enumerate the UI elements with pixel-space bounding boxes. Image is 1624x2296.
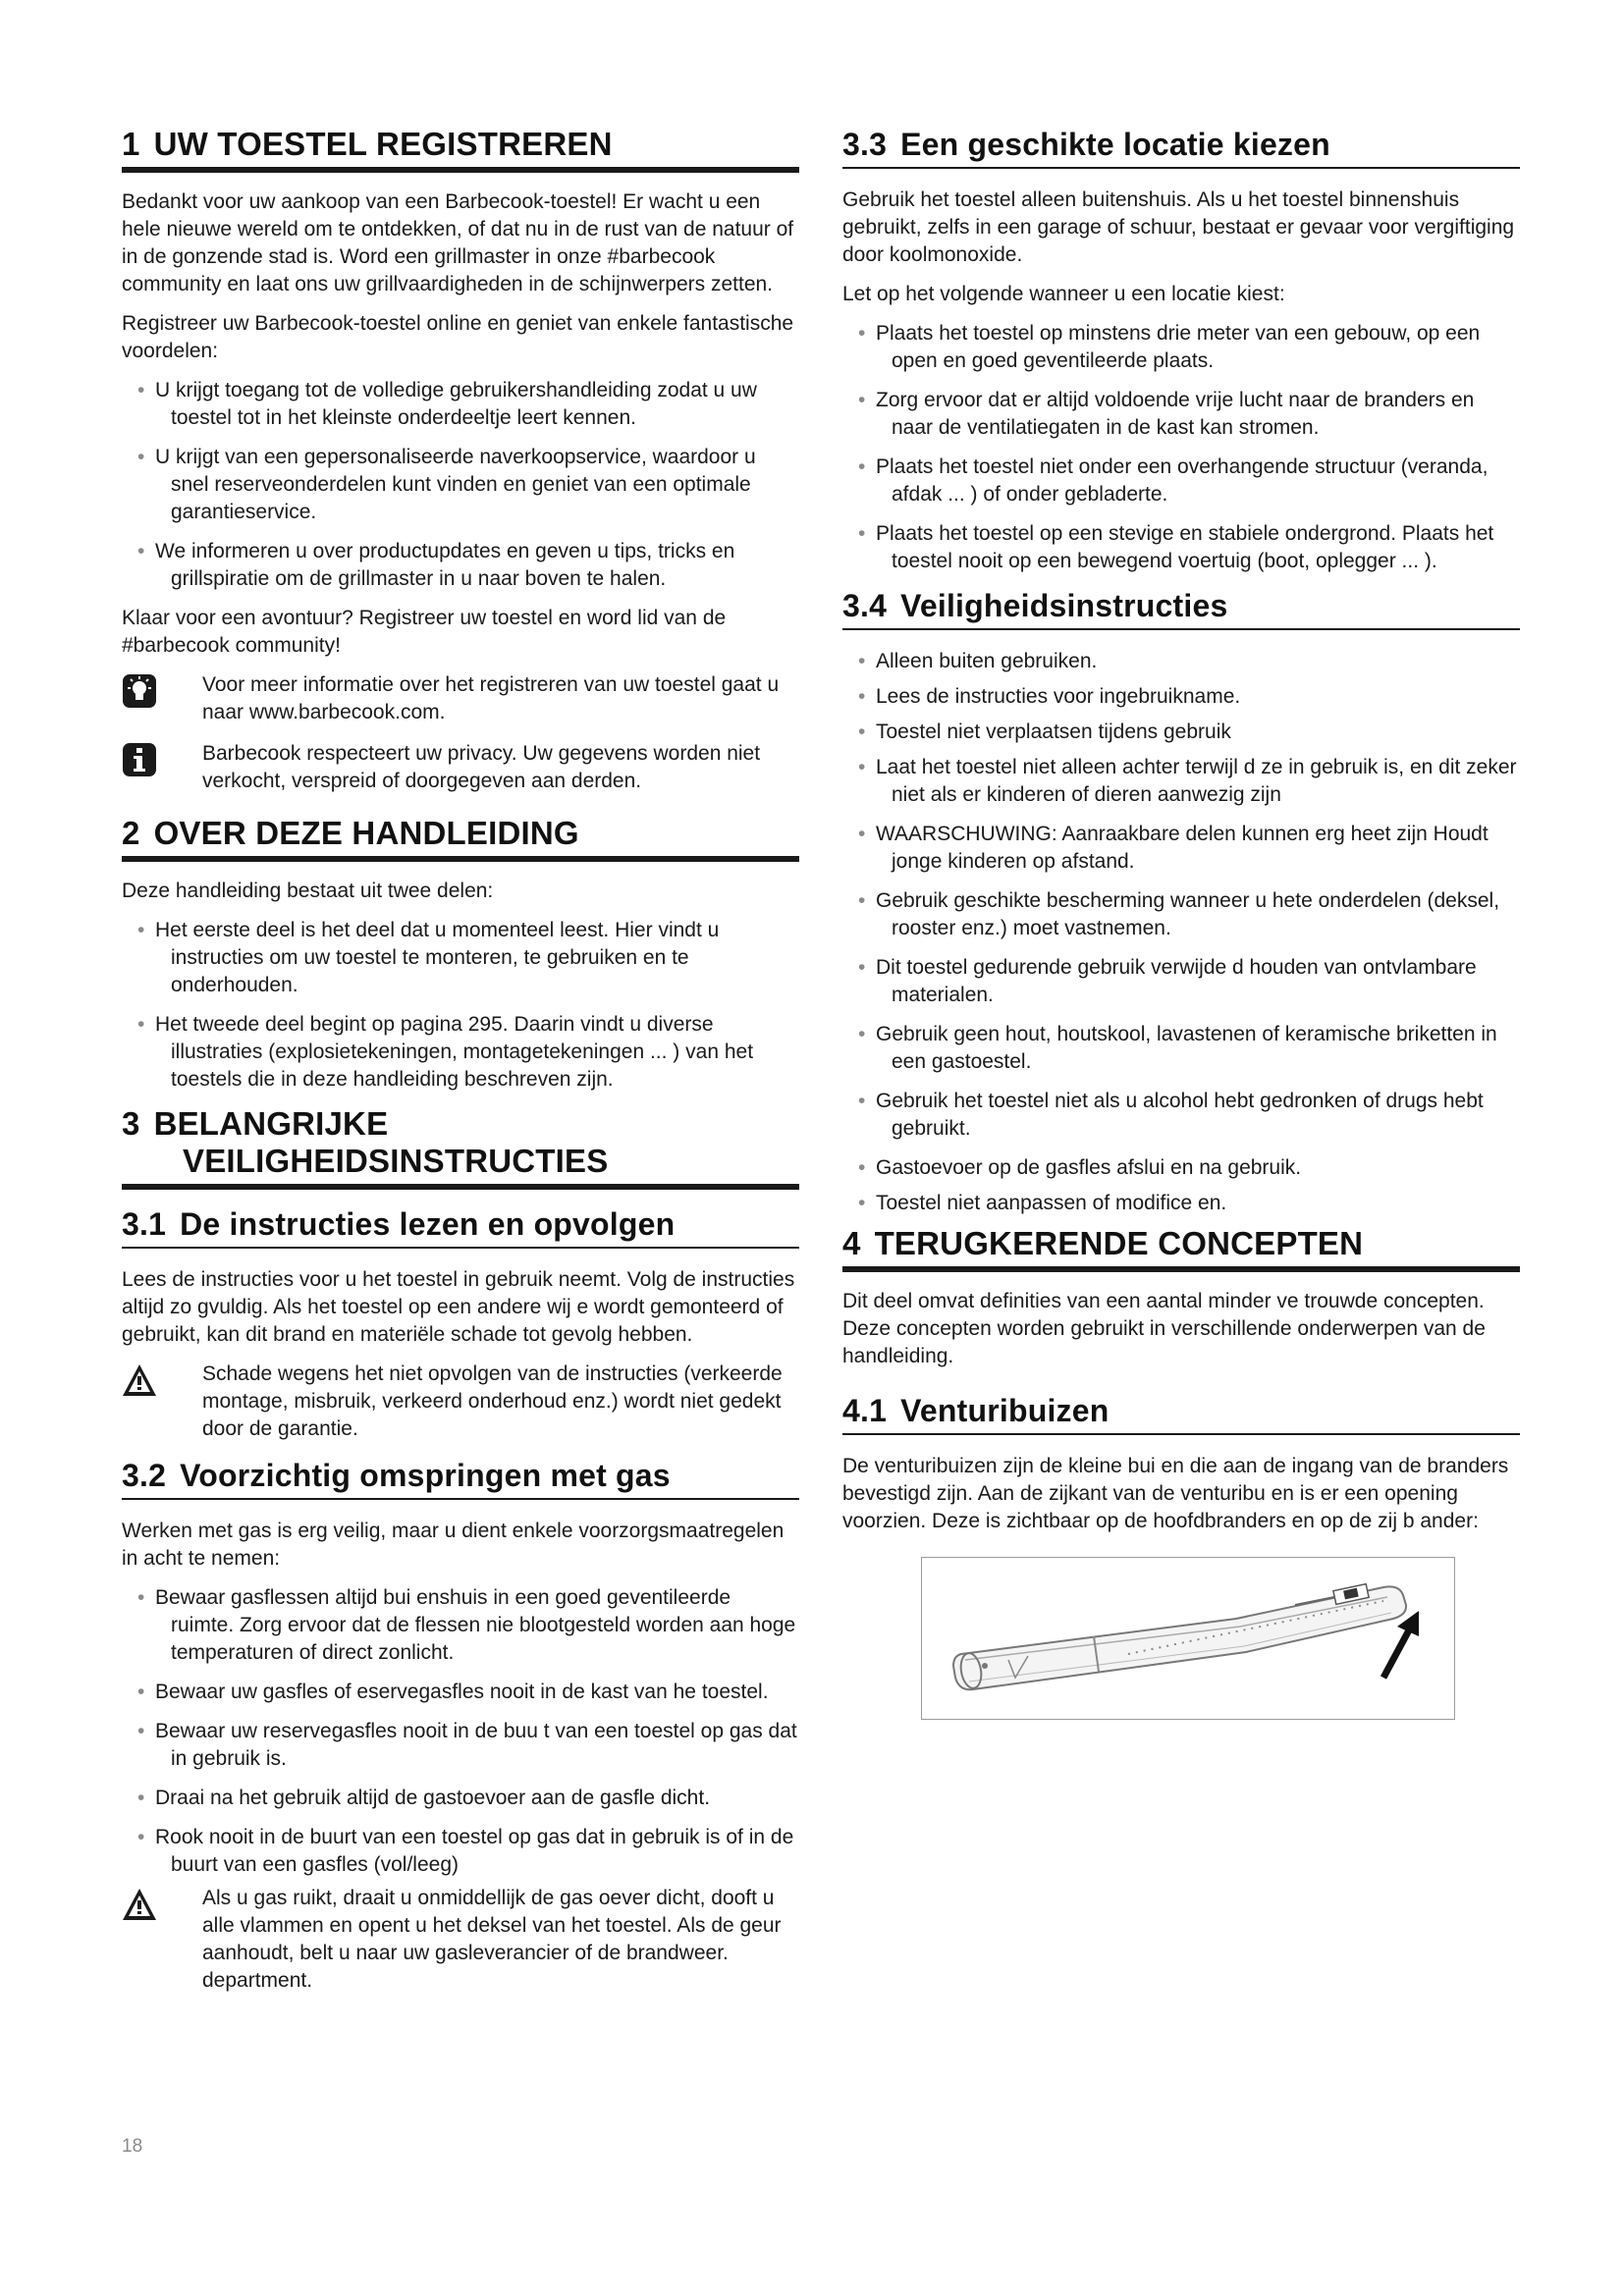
list-item: • Gastoevoer op de gasfles afslui en na gebruik.: [842, 1154, 1520, 1182]
list-item: • Rook nooit in de buurt van een toestel op gas dat in gebruik is of in de buurt van een gasfles (vol/leeg): [122, 1824, 799, 1879]
list-item: • Zorg ervoor dat er altijd voldoende vrije lucht naar de branders en naar de ventilatiegaten in de kast kan stromen.: [842, 387, 1520, 442]
list-item: • Plaats het toestel op minstens drie meter van een gebouw, op een open en goed geventileerde plaats.: [842, 320, 1520, 375]
list-item: • Plaats het toestel niet onder een overhangende structuur (veranda, afdak ... ) of onder gebladerte.: [842, 454, 1520, 508]
list-item: • Gebruik geen hout, houtskool, lavastenen of keramische briketten in een gastoestel.: [842, 1021, 1520, 1076]
section-4-heading: 4 TERUGKERENDE CONCEPTEN: [842, 1225, 1520, 1272]
list-item: • Bewaar gasflessen altijd bui enshuis in een goed geventileerde ruimte. Zorg ervoor dat de flessen nie blootgesteld worden aan hoge temperaturen of direct zonlicht.: [122, 1584, 799, 1667]
s33-location-list: [842, 320, 1520, 575]
list-item: • Bewaar uw gasfles of eservegasfles nooit in de kast van he toestel.: [122, 1679, 799, 1706]
section-4-1-heading: 4.1 Venturibuizen: [842, 1392, 1520, 1435]
s41-body: De venturibuizen zijn de kleine bui en die aan de ingang van de branders bevestigd zijn. Aan de zijkant van de venturibu en is er een opening voorzien. Deze is zichtbaar op de hoofdbranders en op de zij b ander:: [842, 1455, 1509, 1532]
list-item: • Het eerste deel is het deel dat u momenteel leest. Hier vindt u instructies om uw toestel te monteren, te gebruiken en te onderhouden.: [122, 917, 799, 999]
info-note: Barbecook respecteert uw privacy. Uw gegevens worden niet verkocht, verspreid of doorgegeven aan derden.: [122, 740, 799, 795]
section-3-3-heading: 3.3 Een geschikte locatie kiezen: [842, 126, 1520, 169]
list-item: • U krijgt toegang tot de volledige gebruikershandleiding zodat u uw toestel tot in het kleinste onderdeeltje leert kennen.: [122, 377, 799, 432]
s33-intro: Let op het volgende wanneer u een locatie kiest:: [842, 283, 1285, 305]
s32-intro: Werken met gas is erg veilig, maar u dient enkele voorzorgsmaatregelen in acht te nemen:: [122, 1520, 785, 1570]
lightbulb-icon: [122, 673, 157, 709]
list-item: • Lees de instructies voor ingebruikname.: [842, 683, 1520, 711]
s34-safety-list: [842, 648, 1520, 1217]
page-number: 18: [122, 2136, 143, 2157]
section-2-heading: 2 OVER DEZE HANDLEIDING: [122, 815, 799, 862]
gas-warning-note: Als u gas ruikt, draait u onmiddellijk de gas oever dicht, dooft u alle vlammen en opent u het deksel van het toestel. Als de geur aanhoudt, belt u naar uw gasleverancier of de brandweer. department.: [122, 1885, 799, 1995]
list-item: • U krijgt van een gepersonaliseerde naverkoopservice, waardoor u snel reserveonderdelen kunt vinden en geniet van een optimale garantieservice.: [122, 444, 799, 526]
s1-cta: Klaar voor een avontuur? Registreer uw toestel en word lid van de #barbecook community!: [122, 607, 727, 657]
section-1-heading: 1 UW TOESTEL REGISTREREN: [122, 126, 799, 173]
section-3-4-heading: 3.4 Veiligheidsinstructies: [842, 587, 1520, 630]
s32-gas-list: [122, 1584, 799, 1879]
list-item: • Toestel niet aanpassen of modifice en.: [842, 1190, 1520, 1217]
s1-intro: Bedankt voor uw aankoop van een Barbecook-toestel! Er wacht u een hele nieuwe wereld om te ontdekken, of dat nu in de rust van de natuur of in de gonzende stad is. Word een grillmaster in onze #barbecook community en laat ons uw grillvaardigheden in de schijnwerpers zetten.: [122, 190, 794, 295]
right-column: [842, 126, 1520, 1720]
list-item: • Laat het toestel niet alleen achter terwijl d ze in gebruik is, en dit zeker niet als er kinderen of dieren aanwezig zijn: [842, 754, 1520, 809]
list-item: • Plaats het toestel op een stevige en stabiele ondergrond. Plaats het toestel nooit op een bewegend voertuig (boot, oplegger ... ).: [842, 520, 1520, 575]
section-3-heading: 3 BELANGRIJKE VEILIGHEIDSINSTRUCTIES: [122, 1105, 799, 1190]
list-item: • Dit toestel gedurende gebruik verwijde d houden van ontvlambare materialen.: [842, 954, 1520, 1009]
section-3-2-heading: 3.2 Voorzichtig omspringen met gas: [122, 1457, 799, 1500]
list-item: • Gebruik het toestel niet als u alcohol hebt gedronken of drugs hebt gebruikt.: [842, 1088, 1520, 1143]
info-icon: [122, 742, 157, 777]
warning-note: Schade wegens het niet opvolgen van de instructies (verkeerde montage, misbruik, verkeerd onderhoud enz.) wordt niet gedekt door de garantie.: [122, 1361, 799, 1443]
s1-register: Registreer uw Barbecook-toestel online en geniet van enkele fantastische voordelen:: [122, 312, 794, 362]
s1-benefits-list: [122, 377, 799, 593]
warning-icon: [122, 1887, 157, 1922]
list-item: • Toestel niet verplaatsen tijdens gebruik: [842, 719, 1520, 746]
s2-parts-list: [122, 917, 799, 1094]
list-item: • Alleen buiten gebruiken.: [842, 648, 1520, 675]
list-item: • Bewaar uw reservegasfles nooit in de buu t van een toestel op gas dat in gebruik is.: [122, 1718, 799, 1773]
list-item: • WAARSCHUWING: Aanraakbare delen kunnen erg heet zijn Houdt jonge kinderen op afstand.: [842, 821, 1520, 876]
list-item: • We informeren u over productupdates en geven u tips, tricks en grillspiratie om de grillmaster in u naar boven te halen.: [122, 538, 799, 593]
venturi-tube-illustration: [922, 1558, 1454, 1719]
s4-body: Dit deel omvat definities van een aantal minder ve trouwde concepten. Deze concepten worden gebruikt in verschillende onderwerpen van de handleiding.: [842, 1290, 1486, 1367]
venturi-tube-figure: [921, 1557, 1455, 1720]
s2-intro: Deze handleiding bestaat uit twee delen:: [122, 880, 494, 902]
list-item: • Gebruik geschikte bescherming wanneer u hete onderdelen (deksel, rooster enz.) moet vastnemen.: [842, 887, 1520, 942]
s31-body: Lees de instructies voor u het toestel in gebruik neemt. Volg de instructies altijd zo gvuldig. Als het toestel op een andere wij e wordt gemonteerd of gebruikt, kan dit brand en materiële schade tot gevolg hebben.: [122, 1268, 795, 1346]
section-3-1-heading: 3.1 De instructies lezen en opvolgen: [122, 1205, 799, 1249]
warning-icon: [122, 1362, 157, 1398]
list-item: • Draai na het gebruik altijd de gastoevoer aan de gasfle dicht.: [122, 1785, 799, 1812]
s33-body: Gebruik het toestel alleen buitenshuis. Als u het toestel binnenshuis gebruikt, zelfs in een garage of schuur, bestaat er gevaar voor vergiftiging door koolmonoxide.: [842, 188, 1515, 266]
tip-note: Voor meer informatie over het registreren van uw toestel gaat u naar www.barbecook.com.: [122, 671, 799, 726]
list-item: • Het tweede deel begint op pagina 295. Daarin vindt u diverse illustraties (explosietekeningen, montagetekeningen ... ) van het toestels die in deze handleiding beschreven zijn.: [122, 1011, 799, 1094]
left-column: [122, 126, 799, 2008]
